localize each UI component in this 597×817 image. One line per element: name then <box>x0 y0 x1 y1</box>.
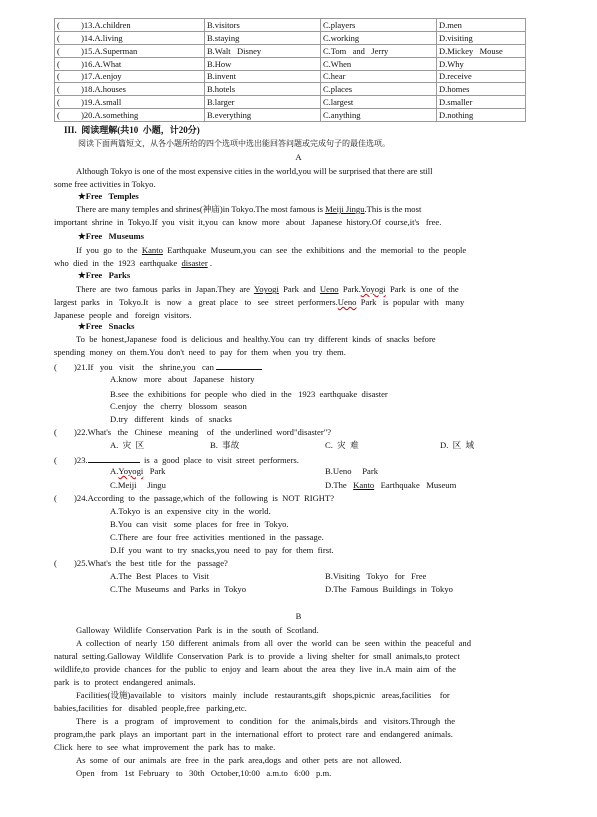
question-number-cell: ( )14.A.living <box>55 31 205 44</box>
q23-option-a[interactable]: A.Yoyogi Park <box>110 466 166 476</box>
option-cell[interactable]: D.men <box>437 19 526 32</box>
section-title: III. 阅读理解(共10 小题，计20分) <box>64 125 200 135</box>
heading-free-parks: ★Free Parks <box>78 270 131 280</box>
option-cell[interactable]: B.staying <box>205 31 321 44</box>
option-cell[interactable]: C.working <box>321 31 437 44</box>
question-21: ( )21.If you visit the shrine,you can <box>54 361 262 372</box>
question-number-cell: ( )13.A.children <box>55 19 205 32</box>
heading-free-museums: ★Free Museums <box>78 231 145 241</box>
cloze-option-row <box>55 109 526 122</box>
option-cell[interactable]: D.Why <box>437 57 526 70</box>
passage-b-paragraph-4: There is a program of improvement to condition for the animals,birds and visitors.Through the program,the park plays an important part in the international effort to protect rare and endangered animals. Click here to see what improvement the park has to make. <box>54 716 456 752</box>
passage-b-paragraph-5: As some of our animals are free in the park area,dogs and other pets are not allowed. <box>76 755 402 765</box>
paragraph-snacks: To be honest,Japanese food is delicious and healthy.You can try different kinds of snacks before spending money on them.You don't need to pay for them when you try them. <box>54 334 436 357</box>
cloze-option-row <box>55 31 526 44</box>
answer-blank[interactable] <box>88 454 140 463</box>
question-22: ( )22.What's the Chinese meaning of the underlined word"disaster"? <box>54 427 332 437</box>
question-number-cell: ( )19.A.small <box>55 96 205 109</box>
question-number-cell: ( )20.A.something <box>55 109 205 122</box>
q24-option-b[interactable]: B.You can visit some places for free in Tokyo. <box>110 519 289 529</box>
paragraph-parks: There are two famous parks in Japan.They are Yoyogi Park and Ueno Park.Yoyogi Park is one of the largest parks in Tokyo.It is now a great place to see street performers.Ueno Park is popular with many Japanese people and foreign visitors. <box>54 284 465 320</box>
q25-option-b[interactable]: B.Visiting Tokyo for Free <box>325 571 427 581</box>
option-cell[interactable]: B.How <box>205 57 321 70</box>
passage-b-paragraph-6: Open from 1st February to 30th October,10:00 a.m.to 6:00 p.m. <box>76 768 332 778</box>
passage-a-label: A <box>295 152 302 162</box>
passage-b-label: B <box>295 611 302 621</box>
q21-option-a[interactable]: A.know more about Japanese history <box>110 374 255 384</box>
question-25: ( )25.What's the best title for the passage? <box>54 558 228 568</box>
q21-option-c[interactable]: C.enjoy the cherry blossom season <box>110 401 247 411</box>
q21-option-d[interactable]: D.try different kinds of snacks <box>110 414 232 424</box>
q24-option-c[interactable]: C.There are four free activities mentioned in the passage. <box>110 532 324 542</box>
cloze-option-row <box>55 44 526 57</box>
option-cell[interactable]: C.players <box>321 19 437 32</box>
option-cell[interactable]: D.smaller <box>437 96 526 109</box>
question-number-cell: ( )15.A.Superman <box>55 44 205 57</box>
question-23: ( )23. is a good place to visit street performers. <box>54 455 299 465</box>
cloze-options-body <box>55 19 526 122</box>
option-cell[interactable]: C.When <box>321 57 437 70</box>
option-cell[interactable]: C.largest <box>321 96 437 109</box>
option-cell[interactable]: D.nothing <box>437 109 526 122</box>
option-cell[interactable]: B.invent <box>205 70 321 83</box>
option-cell[interactable]: B.visitors <box>205 19 321 32</box>
heading-free-temples: ★Free Temples <box>78 191 139 201</box>
option-cell[interactable]: C.Tom and Jerry <box>321 44 437 57</box>
cloze-option-row <box>55 70 526 83</box>
answer-blank[interactable] <box>216 361 262 370</box>
passage-b-paragraph-3: Facilities(设施)available to visitors mainly include restaurants,gift shops,picnic areas,facilities for babies,facilities for disabled people,free parking,etc. <box>54 690 450 713</box>
q24-option-a[interactable]: A.Tokyo is an expensive city in the world. <box>110 506 271 516</box>
cloze-option-row <box>55 83 526 96</box>
question-number-cell: ( )16.A.What <box>55 57 205 70</box>
option-cell[interactable]: D.receive <box>437 70 526 83</box>
cloze-option-row <box>55 19 526 32</box>
paragraph-temples: There are many temples and shrines(神庙)in Tokyo.The most famous is Meiji Jingu.This is the most important shrine in Tokyo.If you visit it,you can know more about Japanese history.Of course,it's free. <box>54 204 442 227</box>
q25-option-c[interactable]: C.The Museums and Parks in Tokyo <box>110 584 247 594</box>
passage-b-paragraph-1: Galloway Wildlife Conservation Park is in the south of Scotland. <box>76 625 319 635</box>
cloze-options-table <box>54 18 526 122</box>
passage-b-paragraph-2: A collection of nearly 150 different animals from all over the world can be seen within the peaceful and natural setting.Galloway Wildlife Conservation Park is to provide a living shelter for small animals,to protect wildlife,to provide chances for the public to enjoy and learn about the area they live in.A main aim of the park is to protect endangered animals. <box>54 638 472 687</box>
option-cell[interactable]: C.anything <box>321 109 437 122</box>
section-instruction: 阅读下面两篇短文，从各小题所给的四个选项中选出能回答问题或完成句子的最佳选项。 <box>78 139 390 148</box>
option-cell[interactable]: D.Mickey Mouse <box>437 44 526 57</box>
q22-option-c[interactable]: C. 灾 难 <box>325 440 359 450</box>
option-cell[interactable]: B.hotels <box>205 83 321 96</box>
option-cell[interactable]: C.places <box>321 83 437 96</box>
option-cell[interactable]: B.Walt Disney <box>205 44 321 57</box>
paragraph-museums: If you go to the Kanto Earthquake Museum,you can see the exhibitions and the memorial to the people who died in the 1923 earthquake disaster . <box>54 245 467 268</box>
option-cell[interactable]: C.hear <box>321 70 437 83</box>
option-cell[interactable]: D.homes <box>437 83 526 96</box>
question-number-cell: ( )18.A.houses <box>55 83 205 96</box>
passage-a-intro: Although Tokyo is one of the most expensive cities in the world,you will be surprised that there are still some free activities in Tokyo. <box>54 166 433 189</box>
option-cell[interactable]: D.visiting <box>437 31 526 44</box>
cloze-option-row <box>55 57 526 70</box>
q22-option-a[interactable]: A. 灾 区 <box>110 440 145 450</box>
option-cell[interactable]: B.larger <box>205 96 321 109</box>
q25-option-a[interactable]: A.The Best Places to Visit <box>110 571 209 581</box>
q24-option-d[interactable]: D.If you want to try snacks,you need to pay for them first. <box>110 545 334 555</box>
q25-option-d[interactable]: D.The Famous Buildings in Tokyo <box>325 584 453 594</box>
q21-option-b[interactable]: B.see the exhibitions for people who died in the 1923 earthquake disaster <box>110 389 388 399</box>
question-24: ( )24.According to the passage,which of the following is NOT RIGHT? <box>54 493 335 503</box>
q23-option-b[interactable]: B.Ueno Park <box>325 466 378 476</box>
q23-option-d[interactable]: D.The Kanto Earthquake Museum <box>325 480 457 490</box>
q22-option-b[interactable]: B. 事故 <box>210 440 240 450</box>
question-number-cell: ( )17.A.enjoy <box>55 70 205 83</box>
q22-option-d[interactable]: D. 区 域 <box>440 440 475 450</box>
option-cell[interactable]: B.everything <box>205 109 321 122</box>
cloze-option-row <box>55 96 526 109</box>
q23-option-c[interactable]: C.Meiji Jingu <box>110 480 166 490</box>
heading-free-snacks: ★Free Snacks <box>78 321 135 331</box>
